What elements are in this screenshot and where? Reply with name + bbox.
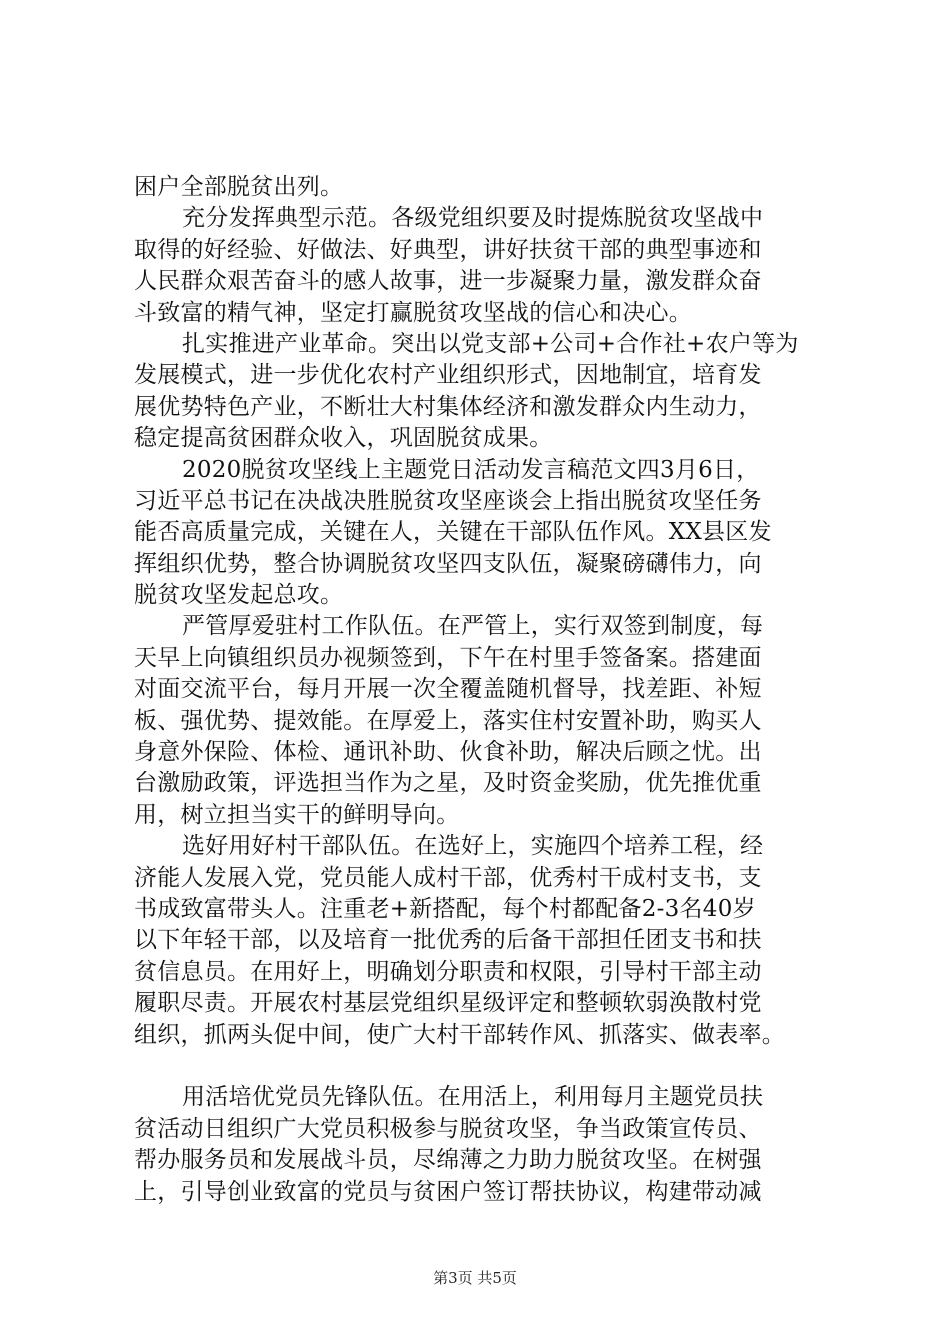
text-line: 展优势特色产业，不断壮大村集体经济和激发群众内生动力， — [134, 393, 762, 420]
text-line: 组织，抓两头促中间，使广大村干部转作风、抓落实、做表率。 — [134, 1021, 785, 1048]
text-line: 上，引导创业致富的党员与贫困户签订帮扶协议，构建带动减 — [134, 1178, 762, 1205]
text-line: 取得的好经验、好做法、好典型，讲好扶贫干部的典型事迹和 — [134, 236, 762, 263]
text-line: 板、强优势、提效能。在厚爱上，落实住村安置补助，购买人 — [134, 707, 762, 734]
paragraph-start-line: 选好用好村干部队伍。在选好上，实施四个培养工程，经 — [182, 833, 764, 860]
text-line: 书成致富带头人。注重老+新搭配，每个村都配备2-3名40岁 — [134, 895, 756, 922]
text-line: 人民群众艰苦奋斗的感人故事，进一步凝聚力量，激发群众奋 — [134, 268, 762, 295]
text-line: 履职尽责。开展农村基层党组织星级评定和整顿软弱涣散村党 — [134, 990, 762, 1017]
text-line: 以下年轻干部，以及培育一批优秀的后备干部担任团支书和扶 — [134, 927, 762, 954]
paragraph-start-line: 充分发挥典型示范。各级党组织要及时提炼脱贫攻坚战中 — [182, 205, 764, 232]
text-line: 帮办服务员和发展战斗员，尽绵薄之力助力脱贫攻坚。在树强 — [134, 1147, 762, 1174]
text-line: 台激励政策，评选担当作为之星，及时资金奖励，优先推优重 — [134, 770, 762, 797]
text-line: 稳定提高贫困群众收入，巩固脱贫成果。 — [134, 425, 553, 452]
text-line: 身意外保险、体检、通讯补助、伙食补助，解决后顾之忧。出 — [134, 739, 762, 766]
text-line: 挥组织优势，整合协调脱贫攻坚四支队伍，凝聚磅礴伟力，向 — [134, 550, 762, 577]
text-line: 贫信息员。在用好上，明确划分职责和权限，引导村干部主动 — [134, 958, 762, 985]
page-number-label: 第3页 共5页 — [433, 1269, 517, 1287]
paragraph-start-line: 扎实推进产业革命。突出以党支部+公司+合作社+农户等为 — [182, 330, 799, 357]
text-line: 斗致富的精气神，坚定打赢脱贫攻坚战的信心和决心。 — [134, 299, 692, 326]
text-line: 能否高质量完成，关键在人，关键在干部队伍作风。XX县区发 — [134, 519, 772, 546]
text-line: 脱贫攻坚发起总攻。 — [134, 582, 344, 609]
text-line: 困户全部脱贫出列。 — [134, 174, 344, 200]
text-line: 对面交流平台，每月开展一次全覆盖随机督导，找差距、补短 — [134, 676, 762, 703]
paragraph-start-line: 用活培优党员先锋队伍。在用活上，利用每月主题党员扶 — [182, 1084, 764, 1111]
paragraph-start-line: 2020脱贫攻坚线上主题党日活动发言稿范文四3月6日， — [182, 456, 760, 483]
text-line: 天早上向镇组织员办视频签到，下午在村里手签备案。搭建面 — [134, 644, 762, 671]
text-line: 习近平总书记在决战决胜脱贫攻坚座谈会上指出脱贫攻坚任务 — [134, 487, 762, 514]
paragraph-start-line: 严管厚爱驻村工作队伍。在严管上，实行双签到制度，每 — [182, 613, 764, 640]
text-line: 贫活动日组织广大党员积极参与脱贫攻坚，争当政策宣传员、 — [134, 1115, 762, 1142]
text-line: 济能人发展入党，党员能人成村干部，优秀村干成村支书，支 — [134, 864, 762, 891]
text-line: 用，树立担当实干的鲜明导向。 — [134, 801, 460, 828]
text-line: 发展模式，进一步优化农村产业组织形式，因地制宜，培育发 — [134, 362, 762, 389]
page-footer — [0, 1268, 950, 1288]
document-body — [134, 172, 856, 1208]
paragraph-gap — [134, 1051, 856, 1082]
